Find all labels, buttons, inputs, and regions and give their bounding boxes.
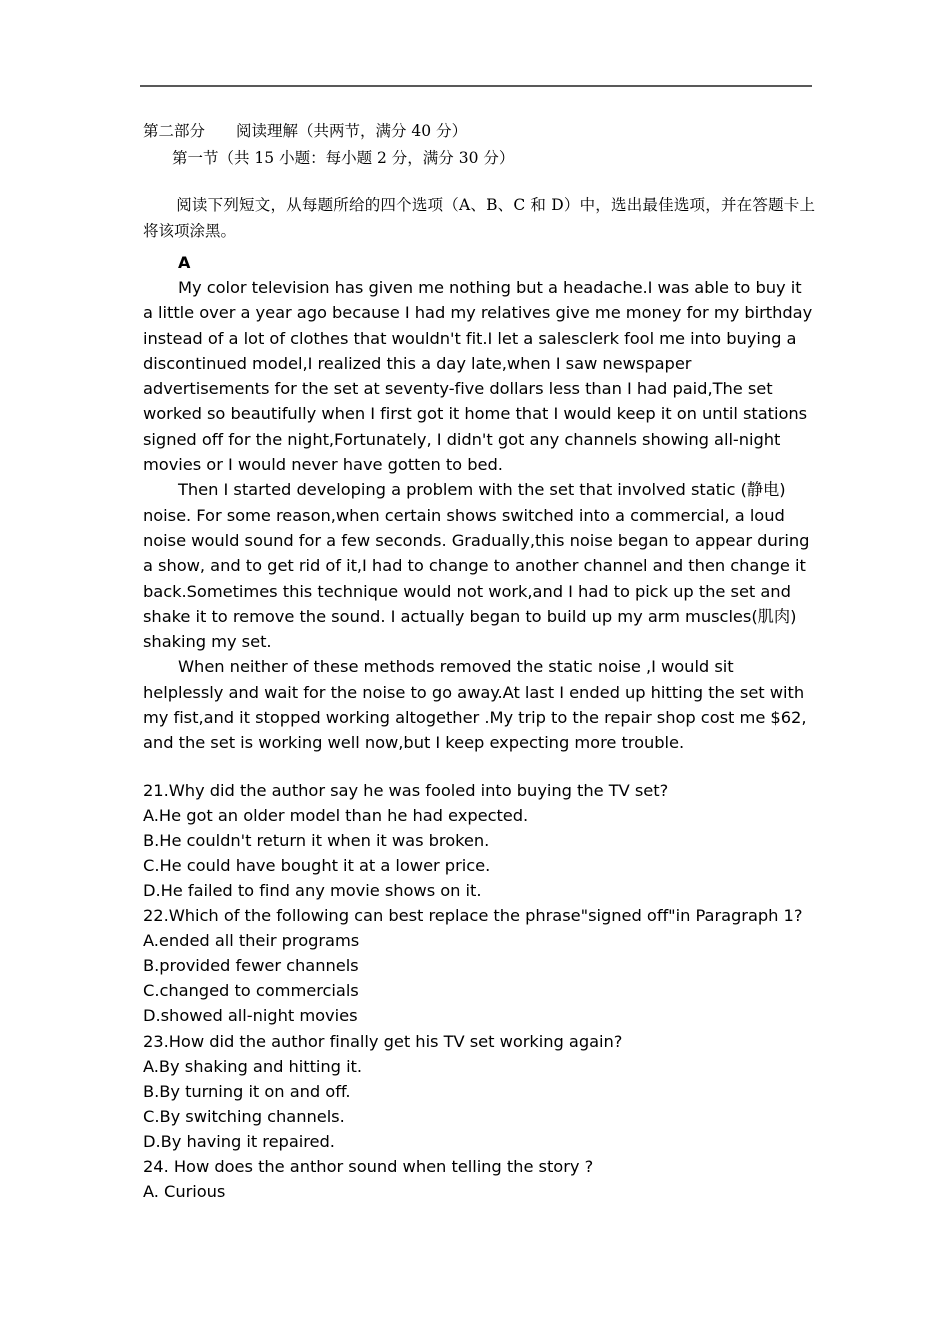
question-23-option-d: D.By having it repaired. (143, 1131, 335, 1151)
section-headers (143, 118, 815, 172)
passage-paragraph-1: My color television has given me nothing but a headache.I was able to buy it a little over a year ago because I had my relatives give me money for my birthday instead of a lot of clothes that wouldn't fit.I let a salesclerk fool me into buying a discontinued model,I realized this a day late,when I saw newspaper advertisements for the set at seventy-five dollars less than I had paid,The set worked so beautifully when I first got it home that I would keep it on until stations signed off for the night,Fortunately, I didn't got any channels showing all-night movies or I would never have gotten to bed. (143, 278, 813, 475)
reading-instruction-text: 阅读下列短文，从每题所给的四个选项（A、B、C 和 D）中，选出最佳选项，并在答题卡上将该项涂黑。 (143, 196, 815, 240)
question-24-stem: 24. How does the anthor sound when telling the story ? (143, 1157, 594, 1177)
question-23-option-c: C.By switching channels. (143, 1106, 345, 1126)
question-21-option-c: C.He could have bought it at a lower price. (143, 855, 491, 875)
passage-paragraph-2: Then I started developing a problem with the set that involved static (静电) noise. For some reason,when certain shows switched into a commercial, a loud noise would sound for a few seconds. Gradually,this noise began to appear during a show, and to get rid of it,I had to change to another channel and then change it back.Sometimes this technique would not work,and I had to pick up the set and shake it to remove the sound. I actually began to build up my arm muscles(肌肉) shaking my set. (143, 480, 810, 652)
document-body (143, 118, 815, 1204)
question-21-option-b: B.He couldn't return it when it was broken. (143, 830, 490, 850)
question-21-stem: 21.Why did the author say he was fooled into buying the TV set? (143, 780, 669, 800)
question-22-stem: 22.Which of the following can best replace the phrase"signed off"in Paragraph 1? (143, 906, 803, 926)
questions-block (143, 778, 815, 1205)
question-23-option-b: B.By turning it on and off. (143, 1081, 351, 1101)
header-divider-rule (140, 85, 812, 87)
question-24-option-a: A. Curious (143, 1182, 226, 1202)
question-22-option-d: D.showed all-night movies (143, 1006, 358, 1026)
question-22-option-b: B.provided fewer channels (143, 956, 359, 976)
question-23-stem: 23.How did the author finally get his TV set working again? (143, 1031, 623, 1051)
question-21-option-d: D.He failed to find any movie shows on it. (143, 881, 482, 901)
question-23-option-a: A.By shaking and hitting it. (143, 1056, 363, 1076)
section-header-section-one: 第一节（共 15 小题：每小题 2 分，满分 30 分） (172, 149, 515, 167)
question-21-option-a: A.He got an older model than he had expected. (143, 805, 529, 825)
passage-label-a: A (178, 253, 191, 272)
reading-instruction (143, 192, 815, 244)
passage-paragraph-3: When neither of these methods removed the static noise ,I would sit helplessly and wait for the noise to go away.At last I ended up hitting the set with my fist,and it stopped working altogether .My trip to the repair shop cost me $62, and the set is working well now,but I keep expecting more trouble. (143, 657, 807, 753)
question-22-option-c: C.changed to commercials (143, 981, 359, 1001)
section-header-part-two: 第二部分 阅读理解（共两节，满分 40 分） (143, 122, 468, 140)
question-22-option-a: A.ended all their programs (143, 931, 360, 951)
